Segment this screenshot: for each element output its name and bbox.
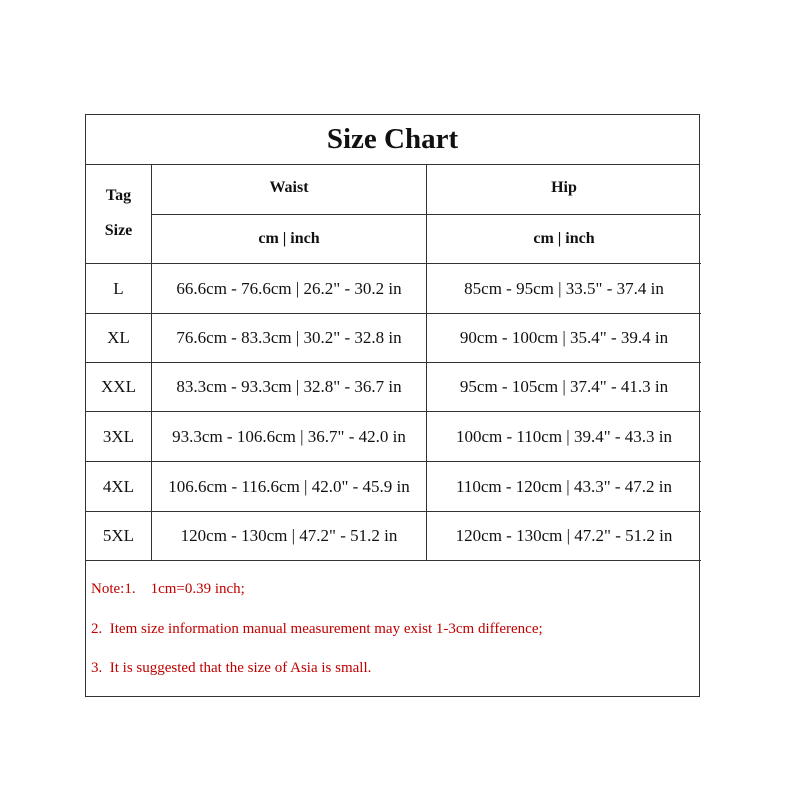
- waist-cell: 76.6cm - 83.3cm | 30.2" - 32.8 in: [176, 328, 402, 347]
- waist-cell: 106.6cm - 116.6cm | 42.0" - 45.9 in: [168, 476, 410, 496]
- hip-cell: 90cm - 100cm | 35.4" - 39.4 in: [459, 328, 669, 347]
- size-cell: 4XL: [102, 476, 135, 496]
- hip-header: Hip: [551, 179, 577, 196]
- hip-cell: 120cm - 130cm | 47.2" - 51.2 in: [455, 526, 673, 545]
- size-cell: XL: [107, 328, 130, 347]
- waist-cell: 83.3cm - 93.3cm | 32.8" - 36.7 in: [176, 377, 402, 396]
- note-3: 3. It is suggested that the size of Asia is small.: [91, 660, 372, 676]
- tag-size-header-line2: Size: [104, 222, 133, 239]
- hip-unit-header: cm | inch: [533, 230, 595, 247]
- hip-cell: 95cm - 105cm | 37.4" - 41.3 in: [459, 377, 669, 396]
- hip-cell: 85cm - 95cm | 33.5" - 37.4 in: [464, 278, 664, 298]
- waist-unit-header: cm | inch: [258, 230, 320, 247]
- size-cell: L: [113, 278, 124, 298]
- waist-header: Waist: [269, 179, 309, 196]
- size-cell: 5XL: [102, 526, 135, 545]
- note-2: 2. Item size information manual measurement may exist 1-3cm difference;: [91, 621, 543, 637]
- waist-cell: 120cm - 130cm | 47.2" - 51.2 in: [180, 526, 398, 545]
- tag-size-header-line1: Tag: [105, 187, 132, 204]
- waist-cell: 66.6cm - 76.6cm | 26.2" - 30.2 in: [176, 278, 402, 298]
- size-cell: XXL: [101, 377, 136, 396]
- hip-cell: 110cm - 120cm | 43.3" - 47.2 in: [455, 476, 673, 496]
- notes-section: [86, 561, 699, 697]
- size-cell: 3XL: [102, 426, 135, 446]
- waist-cell: 93.3cm - 106.6cm | 36.7" - 42.0 in: [172, 426, 406, 446]
- note-1: Note:1. 1cm=0.39 inch;: [91, 581, 245, 597]
- chart-title: Size Chart: [86, 115, 699, 165]
- size-chart-table: [85, 114, 700, 697]
- hip-cell: 100cm - 110cm | 39.4" - 43.3 in: [455, 426, 673, 446]
